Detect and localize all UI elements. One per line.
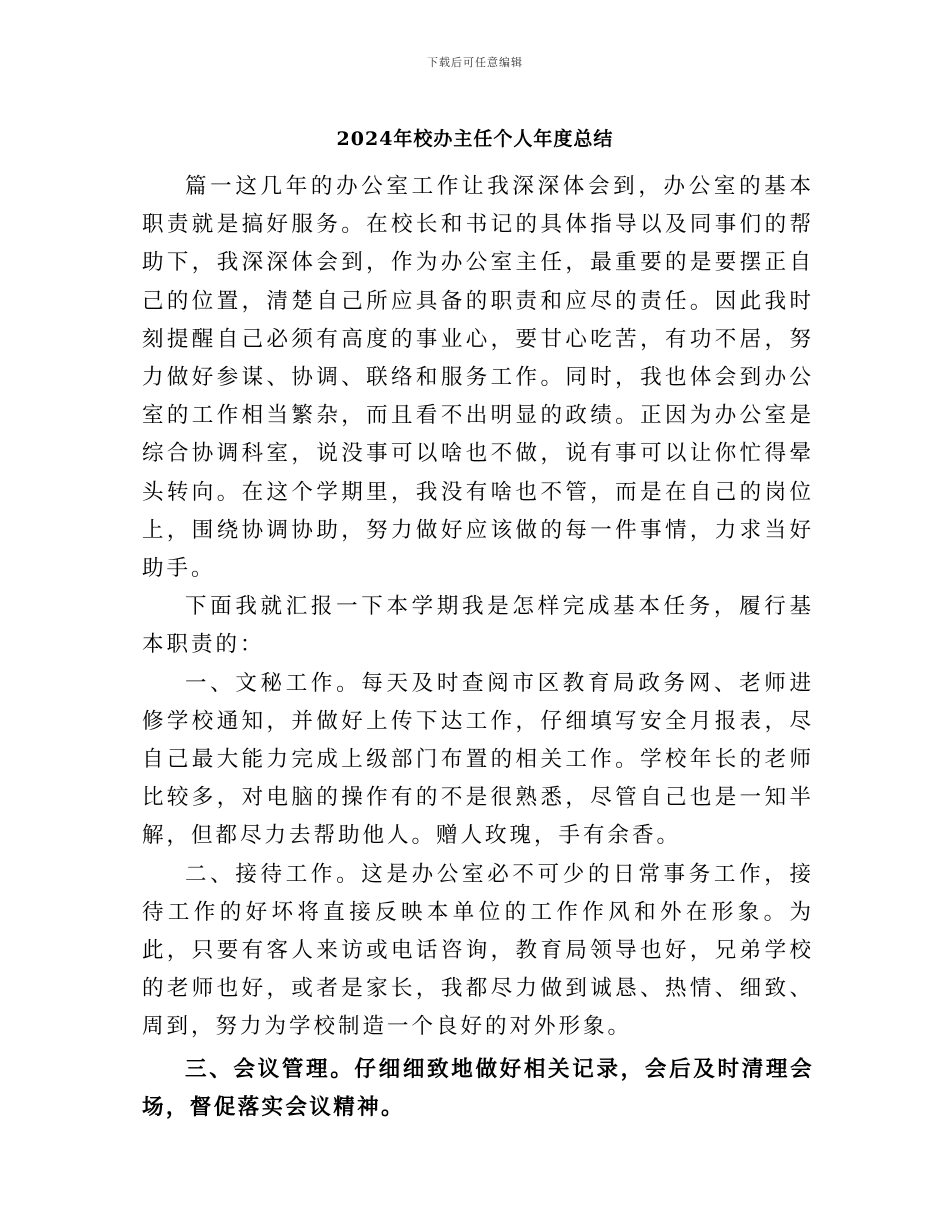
paragraph-meeting-management: 三、会议管理。仔细细致地做好相关记录，会后及时清理会场，督促落实会议精神。 xyxy=(142,1056,814,1120)
paragraph-intro: 篇一这几年的办公室工作让我深深体会到，办公室的基本职责就是搞好服务。在校长和书记的具体指导以及同事们的帮助下，我深深体会到，作为办公室主任，最重要的是要摆正自己的位置，清楚自己所应具备的职责和应尽的责任。因此我时刻提醒自己必须有高度的事业心，要甘心吃苦，有功不居，努力做好参谋、协调、联络和服务工作。同时，我也体会到办公室的工作相当繁杂，而且看不出明显的政绩。正因为办公室是综合协调科室，说没事可以啥也不做，说有事可以让你忙得晕头转向。在这个学期里，我没有啥也不管，而是在自己的岗位上，围绕协调协助，努力做好应该做的每一件事情，力求当好助手。 xyxy=(142,174,814,582)
document-title: 2024年校办主任个人年度总结 xyxy=(336,128,614,150)
header-note: 下载后可任意编辑 xyxy=(427,56,523,69)
paragraph-report-lead: 下面我就汇报一下本学期我是怎样完成基本任务，履行基本职责的： xyxy=(142,594,814,658)
paragraph-secretarial-work: 一、文秘工作。每天及时查阅市区教育局政务网、老师进修学校通知，并做好上传下达工作，仔细填写安全月报表，尽自己最大能力完成上级部门布置的相关工作。学校年长的老师比较多，对电脑的操作有的不是很熟悉，尽管自己也是一知半解，但都尽力去帮助他人。赠人玫瑰，手有余香。 xyxy=(142,670,814,849)
document-body xyxy=(142,168,814,1127)
paragraph-reception-work: 二、接待工作。这是办公室必不可少的日常事务工作，接待工作的好坏将直接反映本单位的工作作风和外在形象。为此，只要有客人来访或电话咨询，教育局领导也好，兄弟学校的老师也好，或者是家长，我都尽力做到诚恳、热情、细致、周到，努力为学校制造一个良好的对外形象。 xyxy=(142,861,814,1040)
